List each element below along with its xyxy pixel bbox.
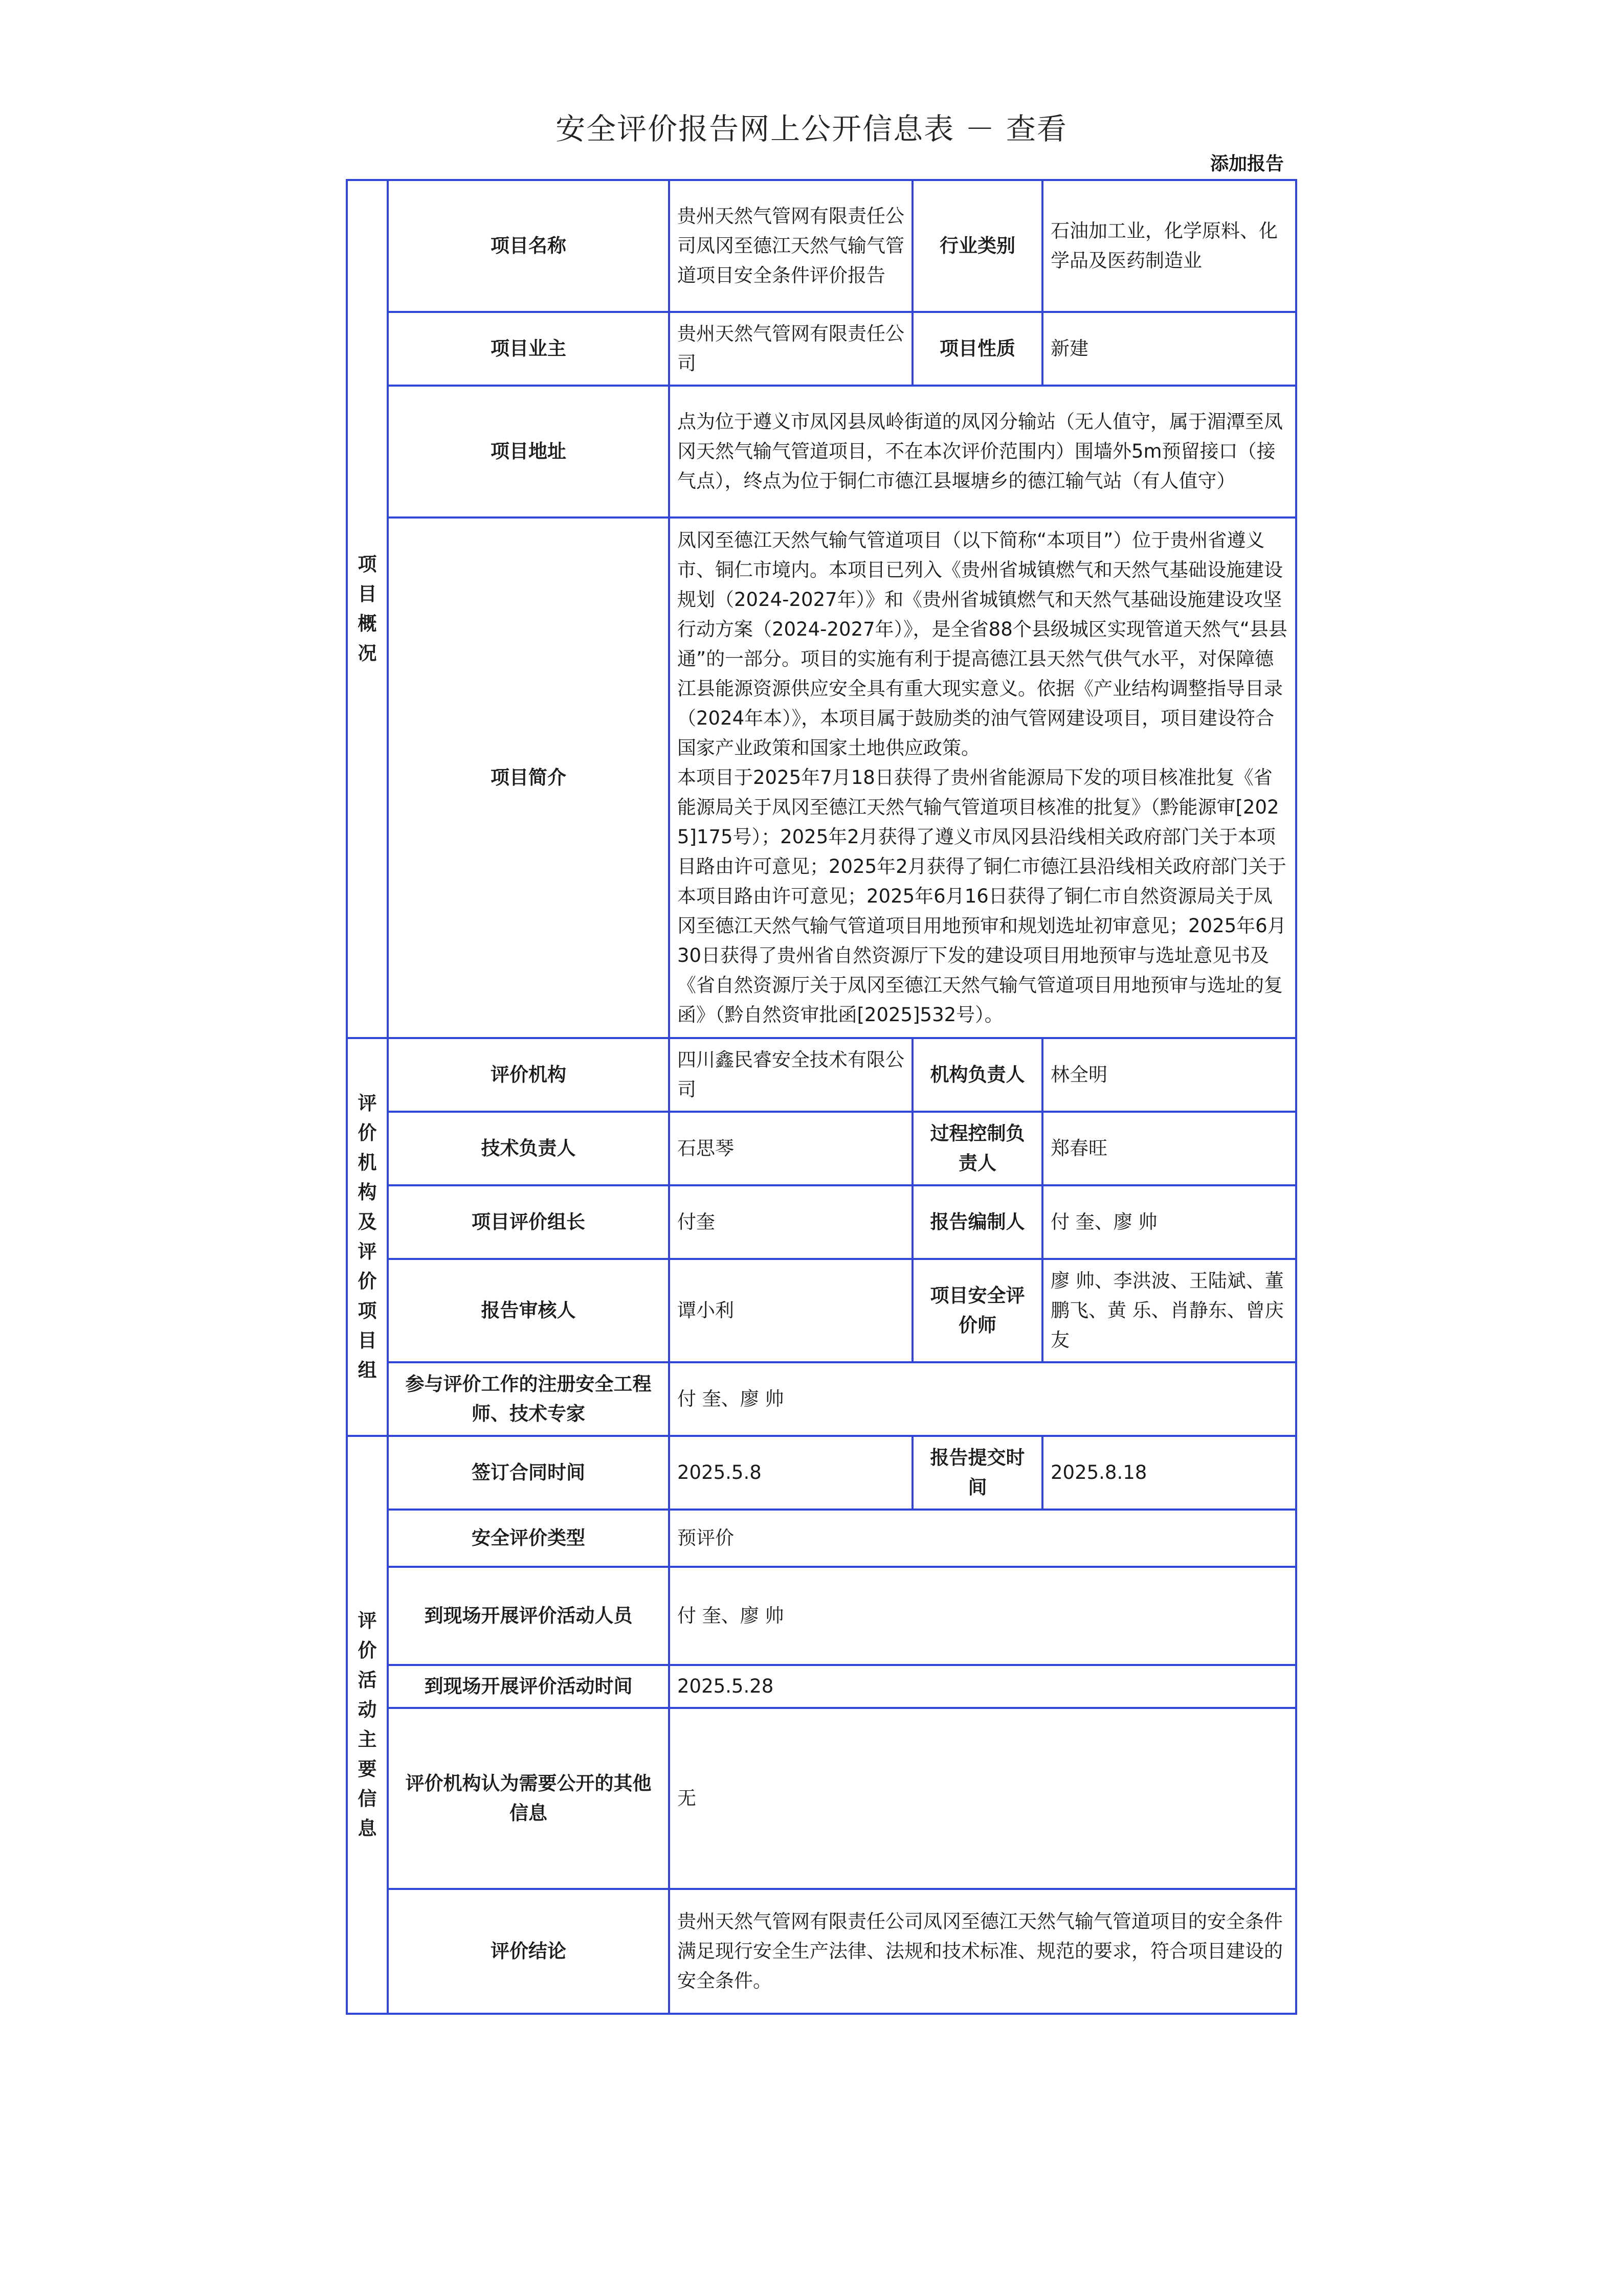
value-submit-date: 2025.8.18 <box>1042 1436 1296 1510</box>
label-engineers: 参与评价工作的注册安全工程师、技术专家 <box>388 1362 669 1436</box>
label-nature: 项目性质 <box>913 312 1042 386</box>
value-tech-head: 石思琴 <box>669 1112 913 1185</box>
table-row <box>347 1436 1296 1510</box>
value-report-editor: 付 奎、廖 帅 <box>1042 1185 1296 1259</box>
table-row <box>347 386 1296 517</box>
value-conclusion: 贵州天然气管网有限责任公司凤冈至德江天然气输气管道项目的安全条件满足现行安全生产法律、法规和技术标准、规范的要求，符合项目建设的安全条件。 <box>669 1889 1296 2014</box>
value-team-leader: 付奎 <box>669 1185 913 1259</box>
value-site-date: 2025.5.28 <box>669 1665 1296 1708</box>
table-row <box>347 312 1296 386</box>
label-safety-assessor: 项目安全评价师 <box>913 1259 1042 1362</box>
value-eval-org: 四川鑫民睿安全技术有限公司 <box>669 1038 913 1112</box>
label-industry: 行业类别 <box>913 180 1042 312</box>
label-conclusion: 评价结论 <box>388 1889 669 2014</box>
label-owner: 项目业主 <box>388 312 669 386</box>
table-row <box>347 1567 1296 1665</box>
value-intro <box>669 517 1296 1038</box>
table-row <box>347 1112 1296 1185</box>
label-team-leader: 项目评价组长 <box>388 1185 669 1259</box>
section-org: 评价机构及评价项目组 <box>347 1038 388 1436</box>
table-row <box>347 1510 1296 1567</box>
value-process-head: 郑春旺 <box>1042 1112 1296 1185</box>
value-industry: 石油加工业，化学原料、化学品及医药制造业 <box>1042 180 1296 312</box>
table-row <box>347 1259 1296 1362</box>
label-eval-type: 安全评价类型 <box>388 1510 669 1567</box>
label-site-staff: 到现场开展评价活动人员 <box>388 1567 669 1665</box>
label-other-info: 评价机构认为需要公开的其他信息 <box>388 1708 669 1889</box>
value-engineers: 付 奎、廖 帅 <box>669 1362 1296 1436</box>
value-owner: 贵州天然气管网有限责任公司 <box>669 312 913 386</box>
label-submit-date: 报告提交时间 <box>913 1436 1042 1510</box>
value-other-info: 无 <box>669 1708 1296 1889</box>
label-tech-head: 技术负责人 <box>388 1112 669 1185</box>
value-site-staff: 付 奎、廖 帅 <box>669 1567 1296 1665</box>
label-eval-org: 评价机构 <box>388 1038 669 1112</box>
value-report-reviewer: 谭小利 <box>669 1259 913 1362</box>
value-project-name: 贵州天然气管网有限责任公司凤冈至德江天然气输气管道项目安全条件评价报告 <box>669 180 913 312</box>
table-row <box>347 180 1296 312</box>
label-address: 项目地址 <box>388 386 669 517</box>
value-safety-assessor: 廖 帅、李洪波、王陆斌、董鹏飞、黄 乐、肖静东、曾庆友 <box>1042 1259 1296 1362</box>
table-row <box>347 517 1296 1038</box>
info-table <box>346 179 1297 2015</box>
label-project-name: 项目名称 <box>388 180 669 312</box>
label-report-reviewer: 报告审核人 <box>388 1259 669 1362</box>
page-title: 安全评价报告网上公开信息表 － 查看 <box>555 111 1068 146</box>
label-process-head: 过程控制负责人 <box>913 1112 1042 1185</box>
intro-paragraph-1: 凤冈至德江天然气输气管道项目（以下简称“本项目”）位于贵州省遵义市、铜仁市境内。本项目已列入《贵州省城镇燃气和天然气基础设施建设规划（2024-2027年）》和《贵州省城镇燃气和天然气基础设施建设攻坚行动方案（2024-2027年）》，是全省88个县级城区实现管道天然气“县县通”的一部分。项目的实施有利于提高德江县天然气供气水平，对保障德江县能源资源供应安全具有重大现实意义。依据《产业结构调整指导目录（2024年本）》，本项目属于鼓励类的油气管网建设项目，项目建设符合国家产业政策和国家土地供应政策。 <box>677 529 1287 759</box>
section-activity: 评价活动主要信息 <box>347 1436 388 2014</box>
value-org-head: 林全明 <box>1042 1038 1296 1112</box>
table-row <box>347 1038 1296 1112</box>
label-contract-date: 签订合同时间 <box>388 1436 669 1510</box>
table-row <box>347 1889 1296 2014</box>
label-intro: 项目简介 <box>388 517 669 1038</box>
table-row <box>347 1665 1296 1708</box>
add-report-link[interactable]: 添加报告 <box>1210 153 1284 174</box>
section-overview: 项目概况 <box>347 180 388 1038</box>
label-org-head: 机构负责人 <box>913 1038 1042 1112</box>
value-contract-date: 2025.5.8 <box>669 1436 913 1510</box>
table-row <box>347 1185 1296 1259</box>
table-row <box>347 1708 1296 1889</box>
label-report-editor: 报告编制人 <box>913 1185 1042 1259</box>
value-eval-type: 预评价 <box>669 1510 1296 1567</box>
value-address: 点为位于遵义市凤冈县凤岭街道的凤冈分输站（无人值守，属于湄潭至凤冈天然气输气管道项目，不在本次评价范围内）围墙外5m预留接口（接气点），终点为位于铜仁市德江县堰塘乡的德江输气站（有人值守） <box>669 386 1296 517</box>
label-site-date: 到现场开展评价活动时间 <box>388 1665 669 1708</box>
table-row <box>347 1362 1296 1436</box>
intro-paragraph-2: 本项目于2025年7月18日获得了贵州省能源局下发的项目核准批复《省能源局关于凤冈至德江天然气输气管道项目核准的批复》（黔能源审[2025]175号）；2025年2月获得了遵义市凤冈县沿线相关政府部门关于本项目路由许可意见；2025年2月获得了铜仁市德江县沿线相关政府部门关于本项目路由许可意见；2025年6月16日获得了铜仁市自然资源局关于凤冈至德江天然气输气管道项目用地预审和规划选址初审意见；2025年6月30日获得了贵州省自然资源厅下发的建设项目用地预审与选址意见书及《省自然资源厅关于凤冈至德江天然气输气管道项目用地预审与选址的复函》（黔自然资审批函[2025]532号）。 <box>677 767 1286 1026</box>
value-nature: 新建 <box>1042 312 1296 386</box>
